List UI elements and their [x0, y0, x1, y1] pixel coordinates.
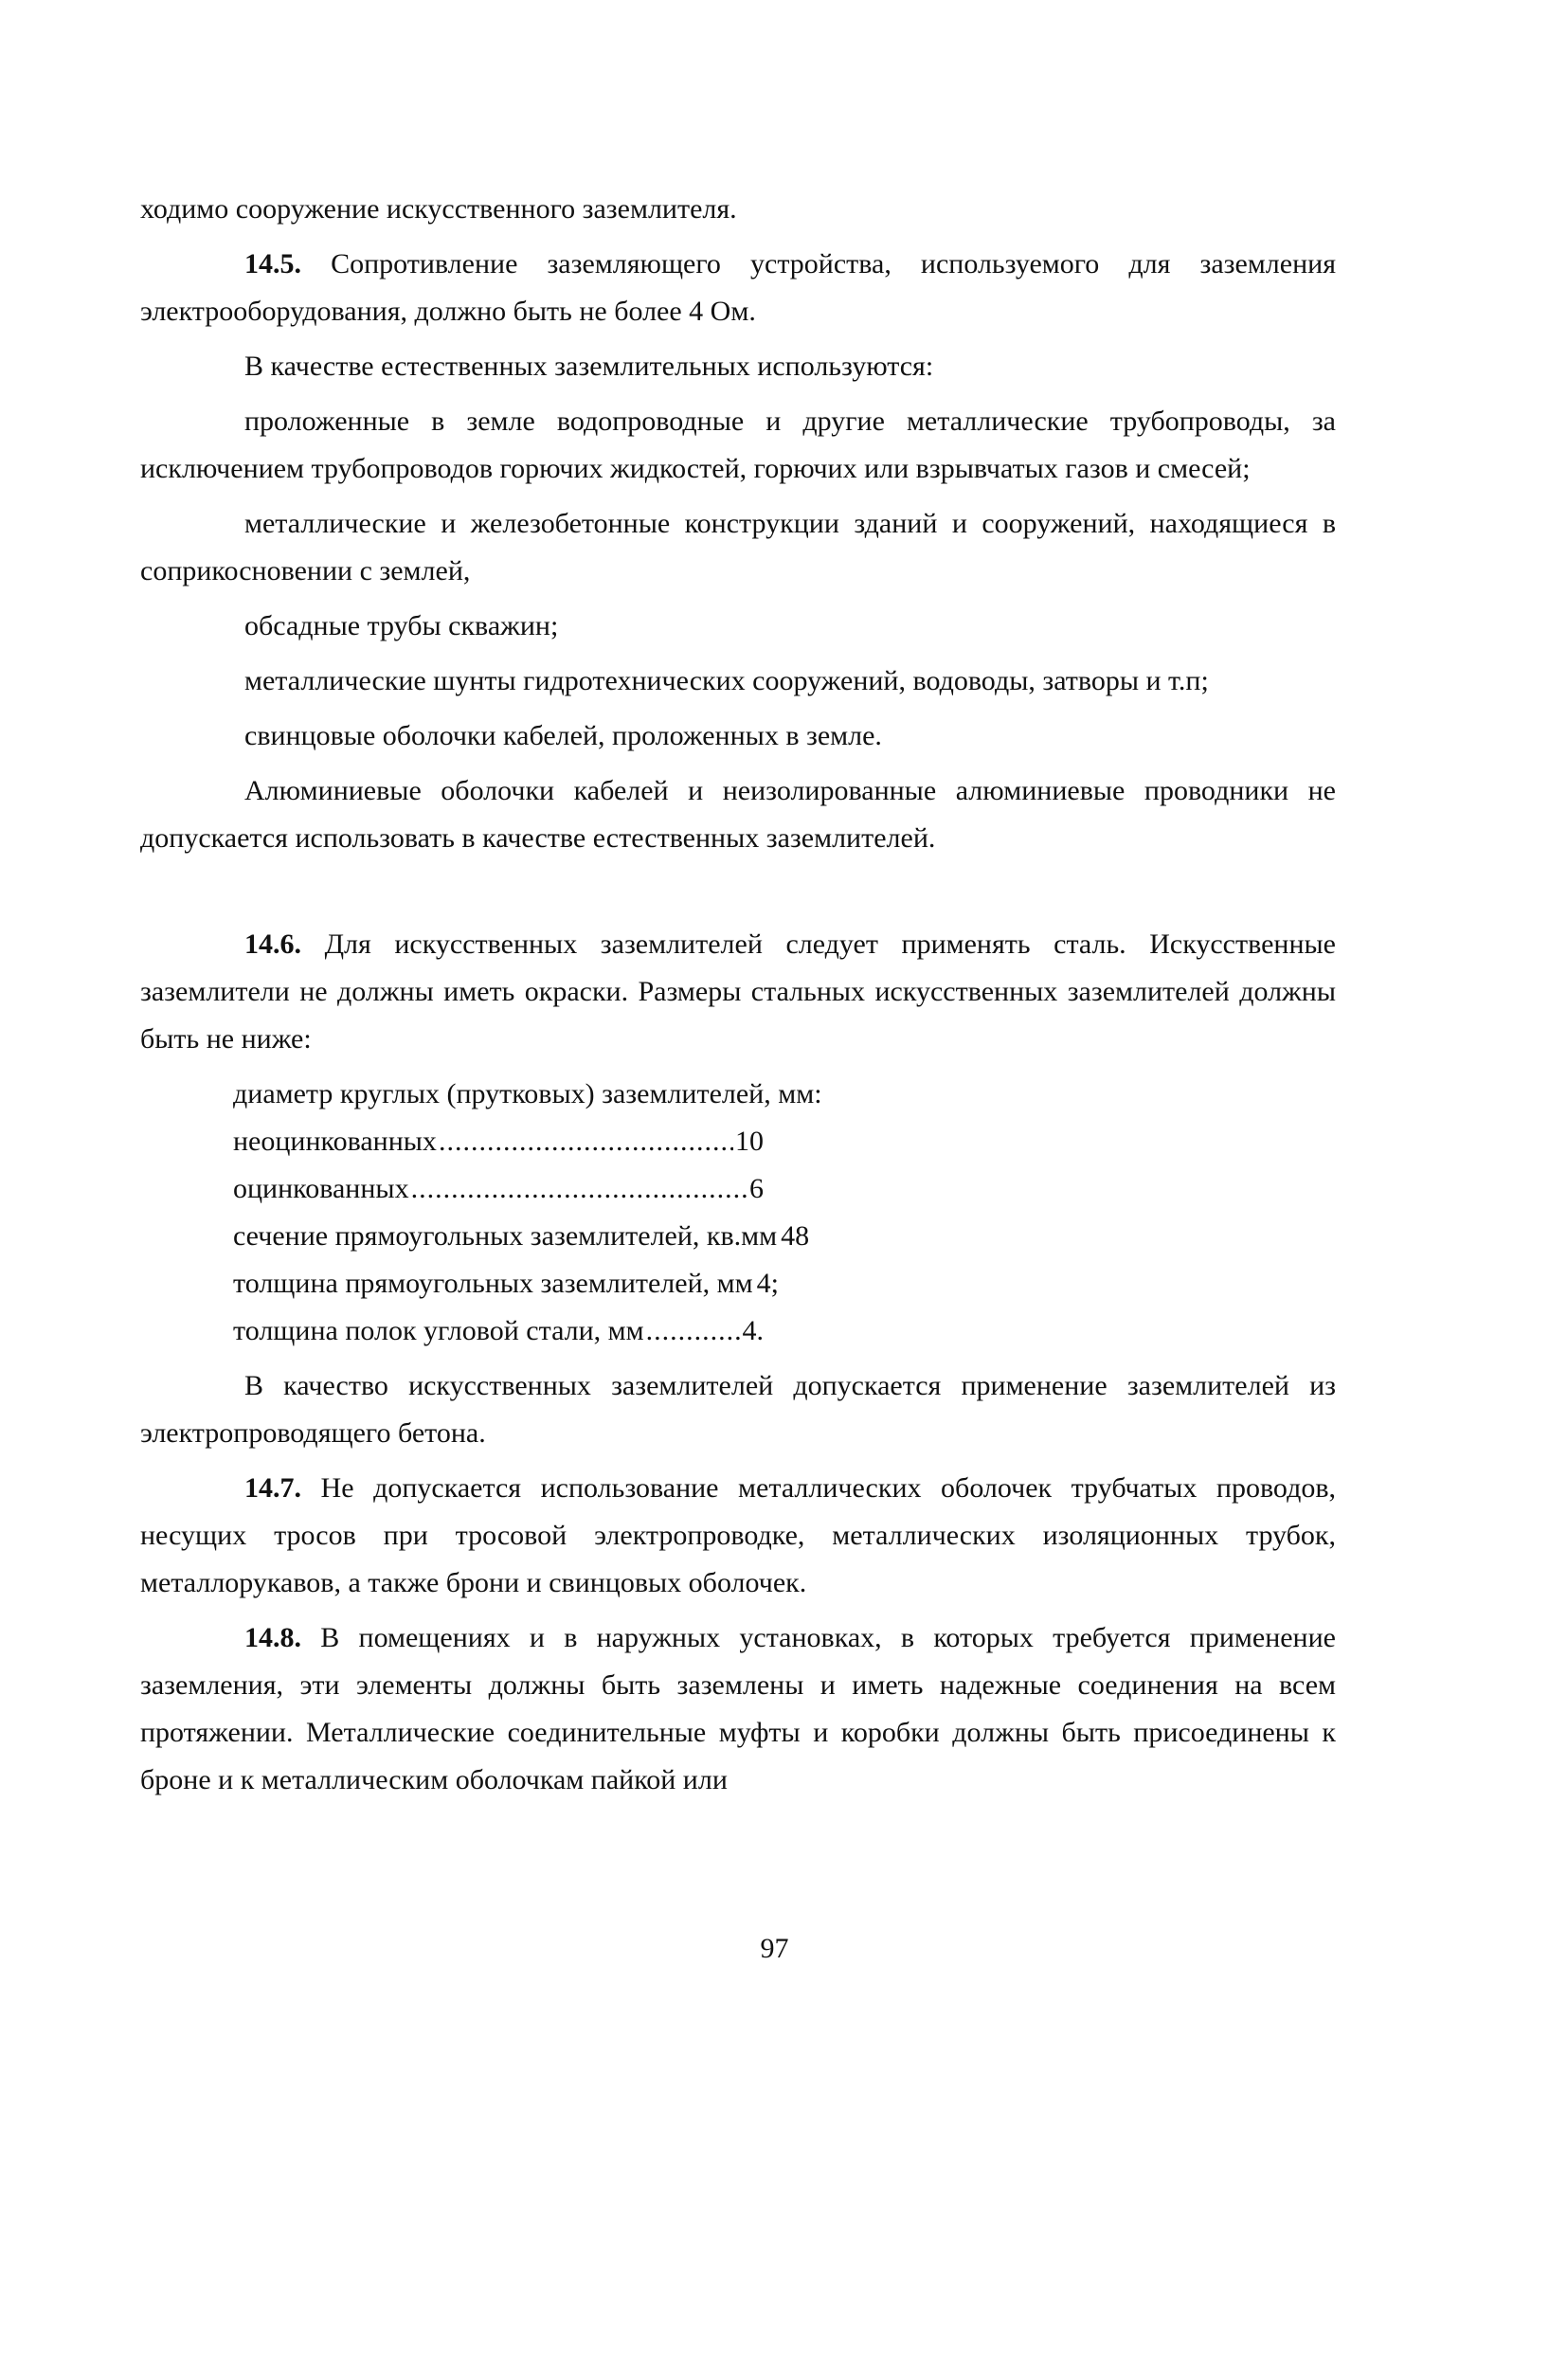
spec-value: 6 [749, 1173, 764, 1204]
spec-value: 48 [781, 1220, 810, 1252]
spec-label: неоцинкованных [233, 1126, 437, 1157]
section-14-8 [140, 1614, 1336, 1804]
section-14-7 [140, 1465, 1336, 1607]
dot-leader [411, 1165, 747, 1213]
section-14-6 [140, 921, 1336, 1063]
spec-heading: диаметр круглых (прутковых) заземлителей, мм: [233, 1078, 822, 1109]
spec-label: сечение прямоугольных заземлителей, кв.мм [233, 1220, 778, 1252]
spec-row [233, 1260, 779, 1307]
natural-grounding-intro: В качестве естественных заземлительных используются: [244, 351, 934, 382]
section-14-5 [140, 241, 1336, 335]
concrete-grounding-note: В качество искусственных заземлителей допускается применение заземлителей из электропроводящего бетона. [140, 1370, 1336, 1449]
spec-row [233, 1307, 764, 1355]
list-item: обсадные трубы скважин; [244, 610, 559, 641]
section-text: Сопротивление заземляющего устройства, используемого для заземления электрооборудования, должно быть не более 4 Ом. [140, 248, 1336, 327]
list-item: металлические шунты гидротехнических сооружений, водоводы, затворы и т.п; [244, 665, 1209, 696]
section-number: 14.8. [244, 1622, 301, 1653]
page-number: 97 [760, 1933, 789, 1964]
section-number: 14.5. [244, 248, 301, 279]
section-number: 14.7. [244, 1472, 301, 1504]
continuation-paragraph: ходимо сооружение искусственного заземлителя. [140, 193, 737, 225]
spec-row [233, 1213, 810, 1260]
spec-value: 4; [756, 1268, 779, 1299]
list-item: свинцовые оболочки кабелей, проложенных в земле. [244, 720, 882, 751]
aluminium-note: Алюминиевые оболочки кабелей и неизолированные алюминиевые проводники не допускается использовать в качестве естественных заземлителей. [140, 775, 1336, 854]
spec-value: 10 [735, 1126, 764, 1157]
spec-row [233, 1165, 764, 1213]
dot-leader [439, 1118, 733, 1165]
section-number: 14.6. [244, 929, 301, 960]
section-text: В помещениях и в наружных установках, в которых требуется применение заземления, эти элементы должны быть заземлены и иметь надежные соединения на всем протяжении. Металлические соединительные муфты и коробки должны быть присоединены к броне и к металлическим оболочкам пайкой или [140, 1622, 1336, 1795]
section-text: Для искусственных заземлителей следует применять сталь. Искусственные заземлители не должны иметь окраски. Размеры стальных искусственных заземлителей должны быть не ниже: [140, 929, 1336, 1055]
page-body [140, 186, 1336, 1804]
spec-label: оцинкованных [233, 1173, 409, 1204]
list-item: проложенные в земле водопроводные и другие металлические трубопроводы, за исключением трубопроводов горючих жидкостей, горючих или взрывчатых газов и смесей; [140, 406, 1336, 484]
spec-label: толщина прямоугольных заземлителей, мм [233, 1268, 753, 1299]
list-item: металлические и железобетонные конструкции зданий и сооружений, находящиеся в соприкосновении с землей, [140, 508, 1336, 586]
spec-row [233, 1118, 764, 1165]
spec-value: 4. [742, 1315, 764, 1346]
spec-label: толщина полок угловой стали, мм [233, 1315, 644, 1346]
size-spec-list [140, 1071, 822, 1355]
section-text: Не допускается использование металлических оболочек трубчатых проводов, несущих тросов при тросовой электропроводке, металлических изоляционных трубок, металлорукавов, а также брони и свинцовых оболочек. [140, 1472, 1336, 1598]
dot-leader [646, 1307, 741, 1355]
